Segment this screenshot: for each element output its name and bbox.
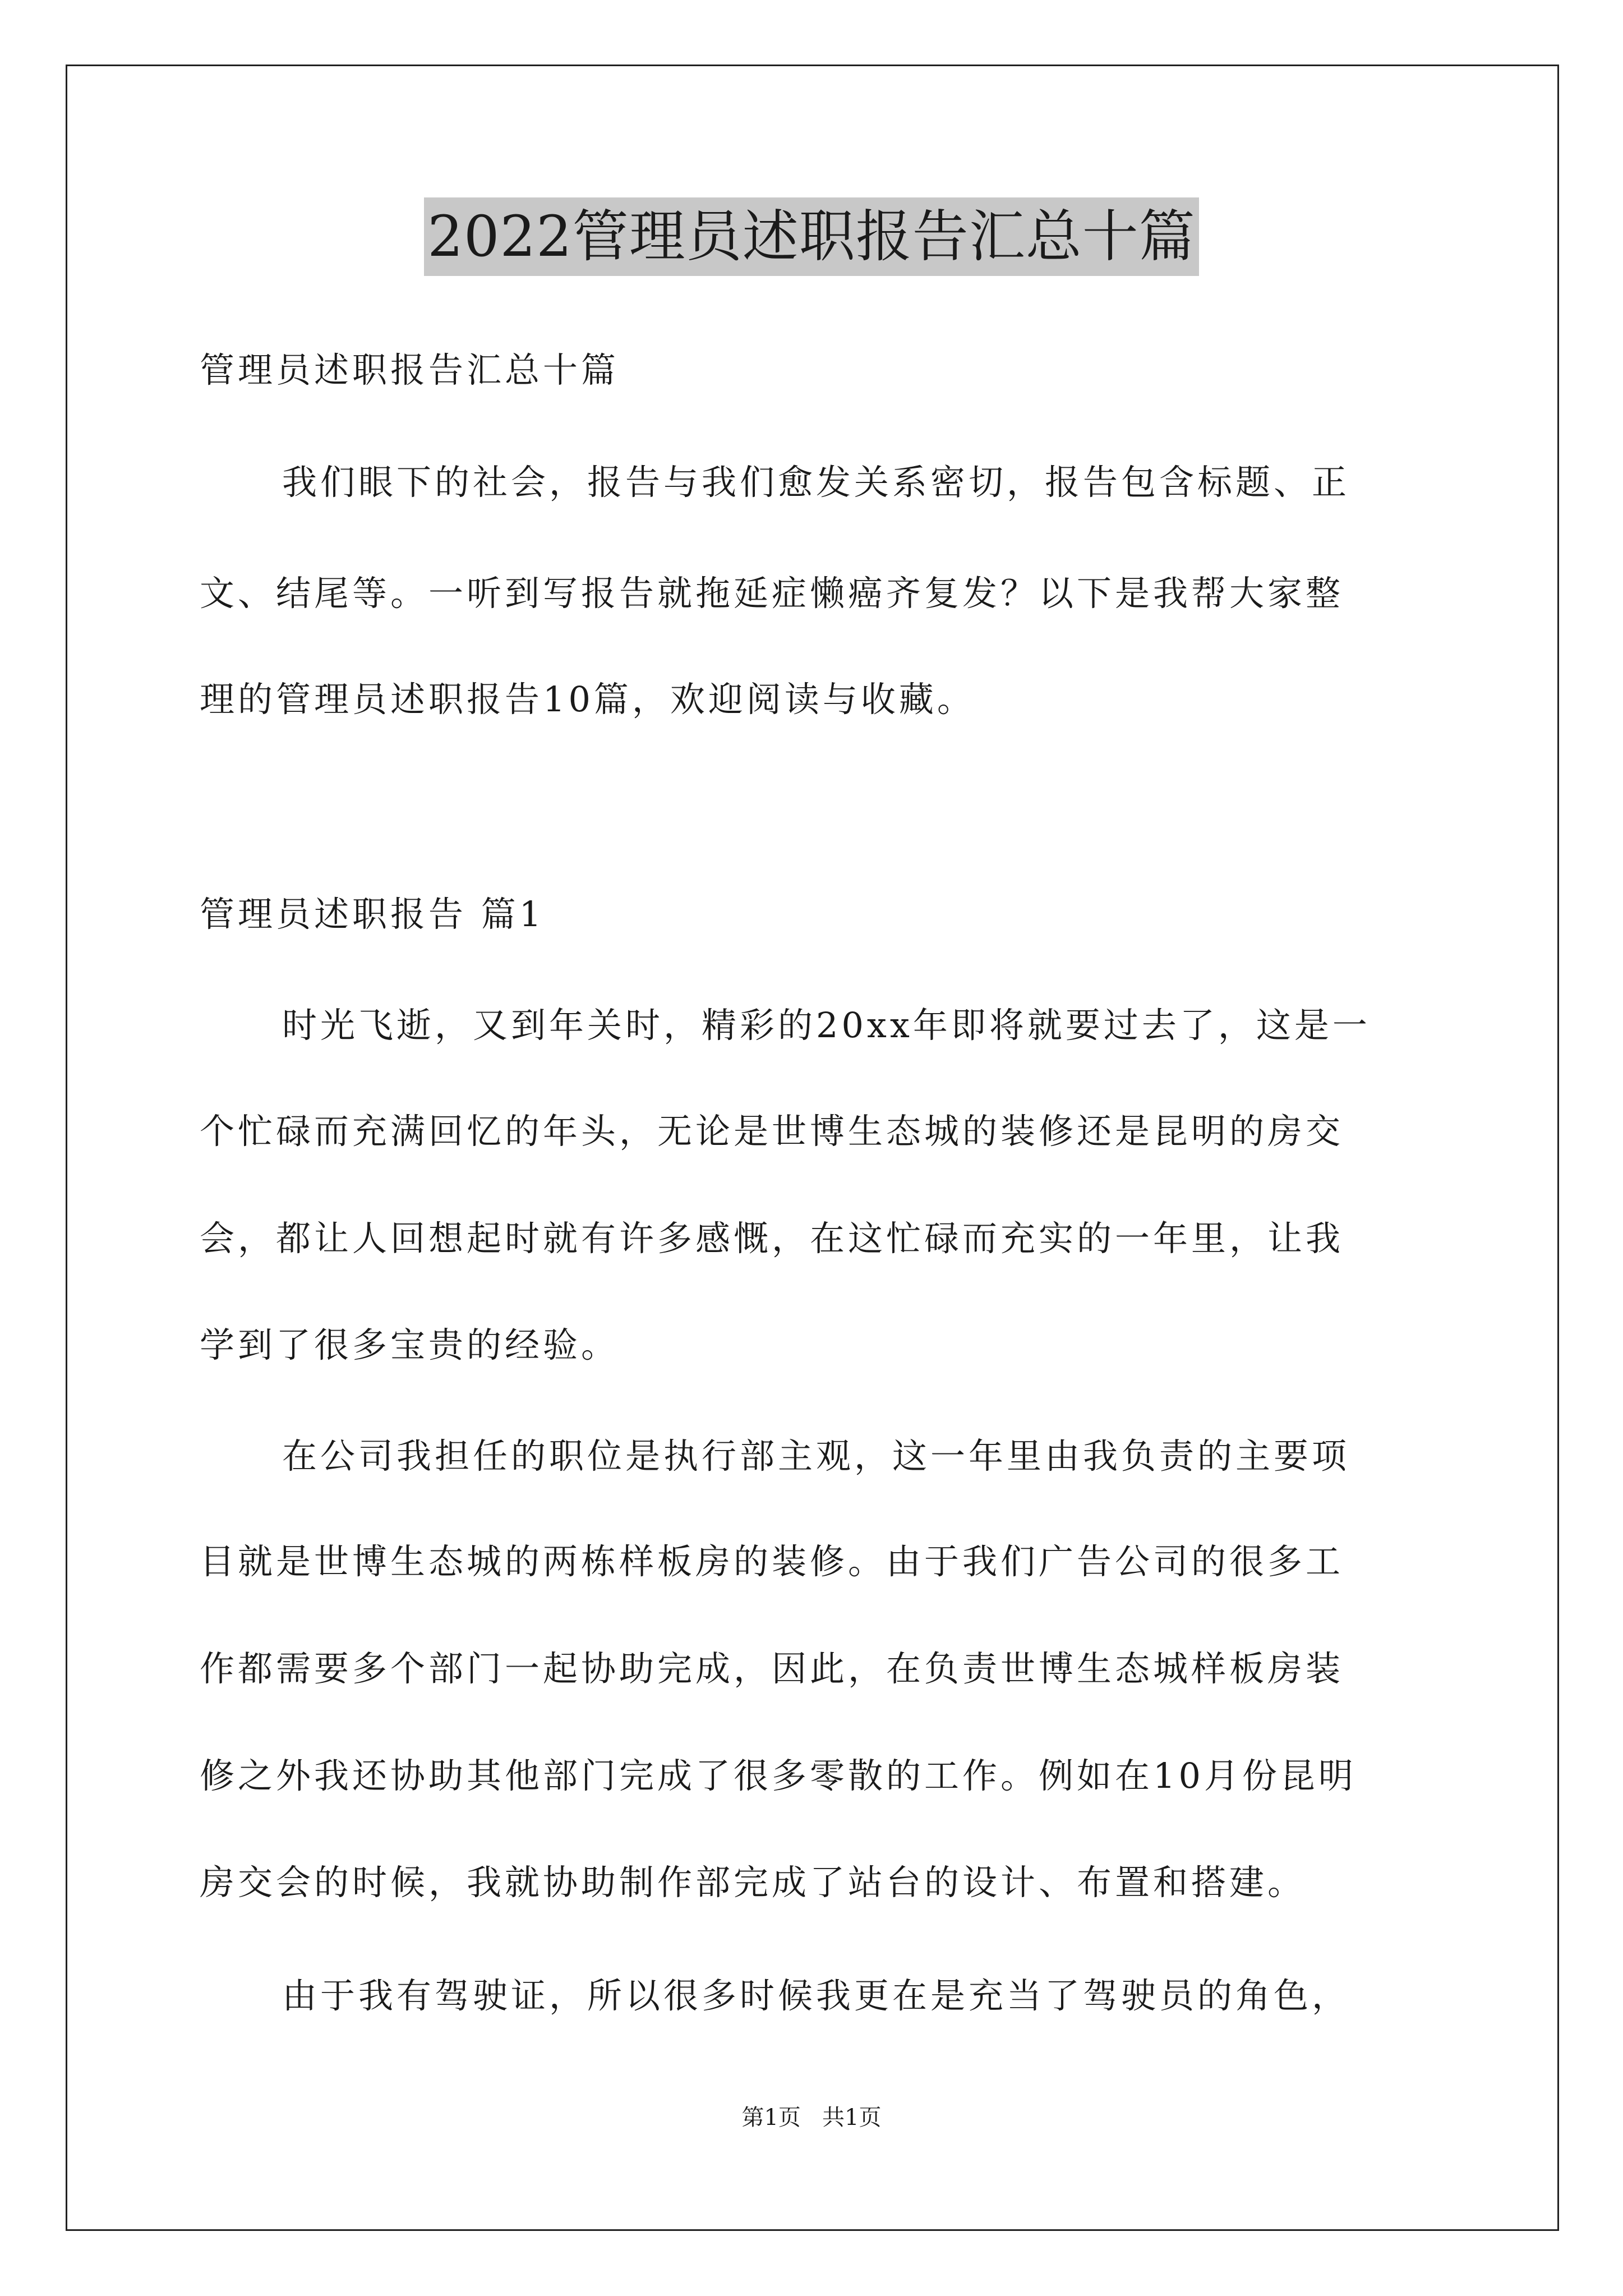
paragraph-line: 学到了很多宝贵的经验。 bbox=[200, 1324, 620, 1365]
paragraph-line: 作都需要多个部门一起协助完成，因此，在负责世博生态城样板房装 bbox=[200, 1648, 1344, 1689]
title-container bbox=[0, 197, 1623, 276]
document-title: 2022管理员述职报告汇总十篇 bbox=[424, 197, 1199, 276]
paragraph-line: 在公司我担任的职位是执行部主观，这一年里由我负责的主要项 bbox=[282, 1435, 1350, 1476]
paragraph-line: 文、结尾等。一听到写报告就拖延症懒癌齐复发？以下是我帮大家整 bbox=[200, 573, 1344, 614]
paragraph-line: 会，都让人回想起时就有许多感慨，在这忙碌而充实的一年里，让我 bbox=[200, 1218, 1344, 1259]
paragraph-line: 房交会的时候，我就协助制作部完成了站台的设计、布置和搭建。 bbox=[200, 1862, 1306, 1903]
paragraph-line: 个忙碌而充满回忆的年头，无论是世博生态城的装修还是昆明的房交 bbox=[200, 1111, 1344, 1152]
paragraph-line: 修之外我还协助其他部门完成了很多零散的工作。例如在10月份昆明 bbox=[200, 1755, 1357, 1796]
section-heading: 管理员述职报告 篇1 bbox=[200, 894, 545, 935]
paragraph-line: 时光飞逝，又到年关时，精彩的20xx年即将就要过去了，这是一 bbox=[282, 1005, 1371, 1046]
paragraph-line: 目就是世博生态城的两栋样板房的装修。由于我们广告公司的很多工 bbox=[200, 1541, 1344, 1582]
document-subtitle: 管理员述职报告汇总十篇 bbox=[200, 349, 620, 390]
paragraph-line: 理的管理员述职报告10篇，欢迎阅读与收藏。 bbox=[200, 679, 975, 720]
page-footer: 第1页 共1页 bbox=[741, 2105, 882, 2131]
paragraph-line: 我们眼下的社会，报告与我们愈发关系密切，报告包含标题、正 bbox=[282, 462, 1350, 503]
paragraph-line: 由于我有驾驶证，所以很多时候我更在是充当了驾驶员的角色， bbox=[282, 1975, 1350, 2016]
